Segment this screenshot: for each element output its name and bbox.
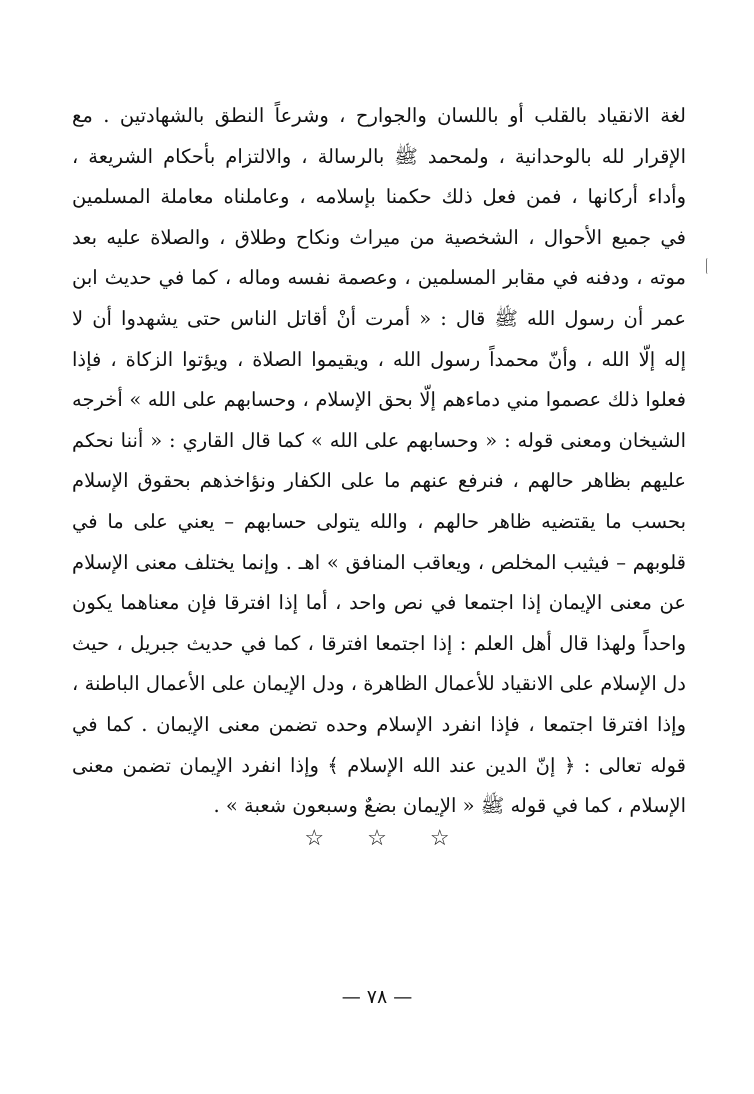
text-line: فعلوا ذلك عصموا مني دماءهم إلّا بحق الإسلام ، وحسابهم على الله » أخرجه — [72, 388, 686, 412]
text-line: عن معنى الإيمان إذا اجتمعا في نص واحد ، أما إذا افترقا فإن معناهما يكون — [72, 591, 686, 615]
text-line: واحداً ولهذا قال أهل العلم : إذا اجتمعا افترقا ، كما في حديث جبريل ، حيث — [72, 631, 686, 655]
margin-mark — [706, 258, 710, 274]
text-line: قلوبهم – فيثيب المخلص ، ويعاقب المنافق » اهـ . وإنما يختلف معنى الإسلام — [72, 550, 686, 574]
text-line-last: الإسلام ، كما في قوله ﷺ « الإيمان بضعٌ وسبعون شعبة » . — [213, 794, 686, 818]
text-line: الإقرار لله بالوحدانية ، ولمحمد ﷺ بالرسالة ، والالتزام بأحكام الشريعة ، — [72, 144, 686, 168]
text-line: موته ، ودفنه في مقابر المسلمين ، وعصمة نفسه وماله ، كما في حديث ابن — [72, 266, 686, 290]
text-line: الشيخان ومعنى قوله : « وحسابهم على الله » كما قال القاري : « أننا نحكم — [72, 428, 686, 452]
page-number: — ٧٨ — — [341, 986, 413, 1008]
text-line: وإذا افترقا اجتمعا ، فإذا انفرد الإسلام وحده تضمن معنى الإيمان . كما في — [72, 712, 686, 736]
text-line: لغة الانقياد بالقلب أو باللسان والجوارح ، وشرعاً النطق بالشهادتين . مع — [72, 104, 686, 127]
text-line: عليهم بظاهر حالهم ، فنرفع عنهم ما على الكفار ونؤاخذهم بحقوق الإسلام — [72, 469, 686, 493]
section-separator-stars: ☆ ☆ ☆ — [304, 826, 450, 851]
body-text — [72, 96, 686, 827]
text-line: دل الإسلام على الانقياد للأعمال الظاهرة ، ودل الإيمان على الأعمال الباطنة ، — [72, 672, 686, 696]
text-line: عمر أن رسول الله ﷺ قال : « أمرت أنْ أقاتل الناس حتى يشهدوا أن لا — [72, 306, 686, 330]
text-line: إله إلّا الله ، وأنّ محمداً رسول الله ، ويقيموا الصلاة ، ويؤتوا الزكاة ، فإذا — [72, 347, 686, 371]
text-line: قوله تعالى : ﴿ إنّ الدين عند الله الإسلام ﴾ وإذا انفرد الإيمان تضمن معنى — [72, 753, 686, 777]
text-line: في جميع الأحوال ، الشخصية من ميراث ونكاح وطلاق ، والصلاة عليه بعد — [72, 225, 686, 249]
text-line: وأداء أركانها ، فمن فعل ذلك حكمنا بإسلامه ، وعاملناه معاملة المسلمين — [72, 185, 686, 209]
text-line: بحسب ما يقتضيه ظاهر حالهم ، والله يتولى حسابهم – يعني على ما في — [72, 509, 686, 533]
